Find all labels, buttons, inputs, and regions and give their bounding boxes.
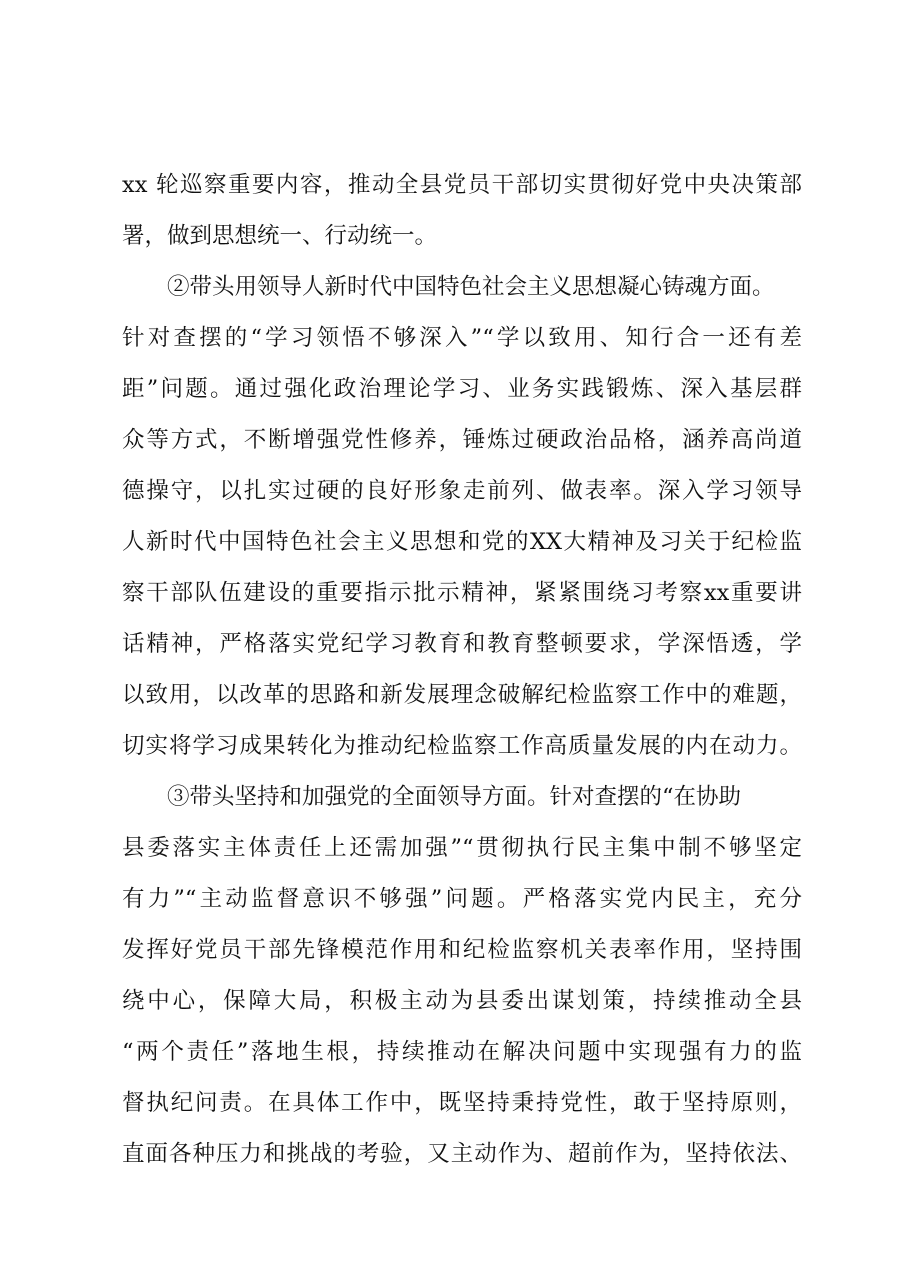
paragraph-3-line-8: 直面各种压力和挑战的考验，又主动作为、超前作为，坚持依法、 — [122, 1141, 802, 1167]
paragraph-2-line-4: 众等方式，不断增强党性修养，锤炼过硬政治品格，涵养高尚道 — [122, 427, 802, 453]
paragraph-3-line-3: 有力”“主动监督意识不够强”问题。严格落实党内民主，充分 — [122, 886, 802, 912]
paragraph-3-line-5: 绕中心，保障大局，积极主动为县委出谋划策，持续推动全县 — [122, 988, 802, 1014]
paragraph-2-line-3: 距”问题。通过强化政治理论学习、业务实践锻炼、深入基层群 — [122, 376, 802, 402]
paragraph-2-line-8: 话精神，严格落实党纪学习教育和教育整顿要求，学深悟透，学 — [122, 631, 802, 657]
document-body — [122, 160, 802, 1180]
paragraph-2-line-6: 人新时代中国特色社会主义思想和党的XX大精神及习关于纪检监 — [122, 529, 802, 555]
paragraph-3-line-4: 发挥好党员干部先锋模范作用和纪检监察机关表率作用，坚持围 — [122, 937, 802, 963]
paragraph-2-line-7: 察干部队伍建设的重要指示批示精神，紧紧围绕习考察xx重要讲 — [122, 580, 802, 606]
paragraph-2-line-9: 以致用，以改革的思路和新发展理念破解纪检监察工作中的难题， — [122, 682, 802, 708]
paragraph-2-line-10: 切实将学习成果转化为推动纪检监察工作高质量发展的内在动力。 — [122, 733, 802, 759]
paragraph-3-line-1: ③带头坚持和加强党的全面领导方面。针对查摆的“在协助 — [167, 784, 742, 810]
paragraph-3-line-6: “两个责任”落地生根，持续推动在解决问题中实现强有力的监 — [122, 1039, 802, 1065]
paragraph-3-line-2: 县委落实主体责任上还需加强”“贯彻执行民主集中制不够坚定 — [122, 835, 802, 861]
paragraph-1-line-2: 署，做到思想统一、行动统一。 — [122, 223, 438, 249]
paragraph-1-line-1: xx 轮巡察重要内容，推动全县党员干部切实贯彻好党中央决策部 — [122, 172, 802, 198]
paragraph-2-line-1: ②带头用领导人新时代中国特色社会主义思想凝心铸魂方面。 — [167, 274, 775, 300]
paragraph-3-line-7: 督执纪问责。在具体工作中，既坚持秉持党性，敢于坚持原则， — [122, 1090, 802, 1116]
paragraph-2-line-5: 德操守，以扎实过硬的良好形象走前列、做表率。深入学习领导 — [122, 478, 802, 504]
paragraph-2-line-2: 针对查摆的“学习领悟不够深入”“学以致用、知行合一还有差 — [122, 325, 802, 351]
